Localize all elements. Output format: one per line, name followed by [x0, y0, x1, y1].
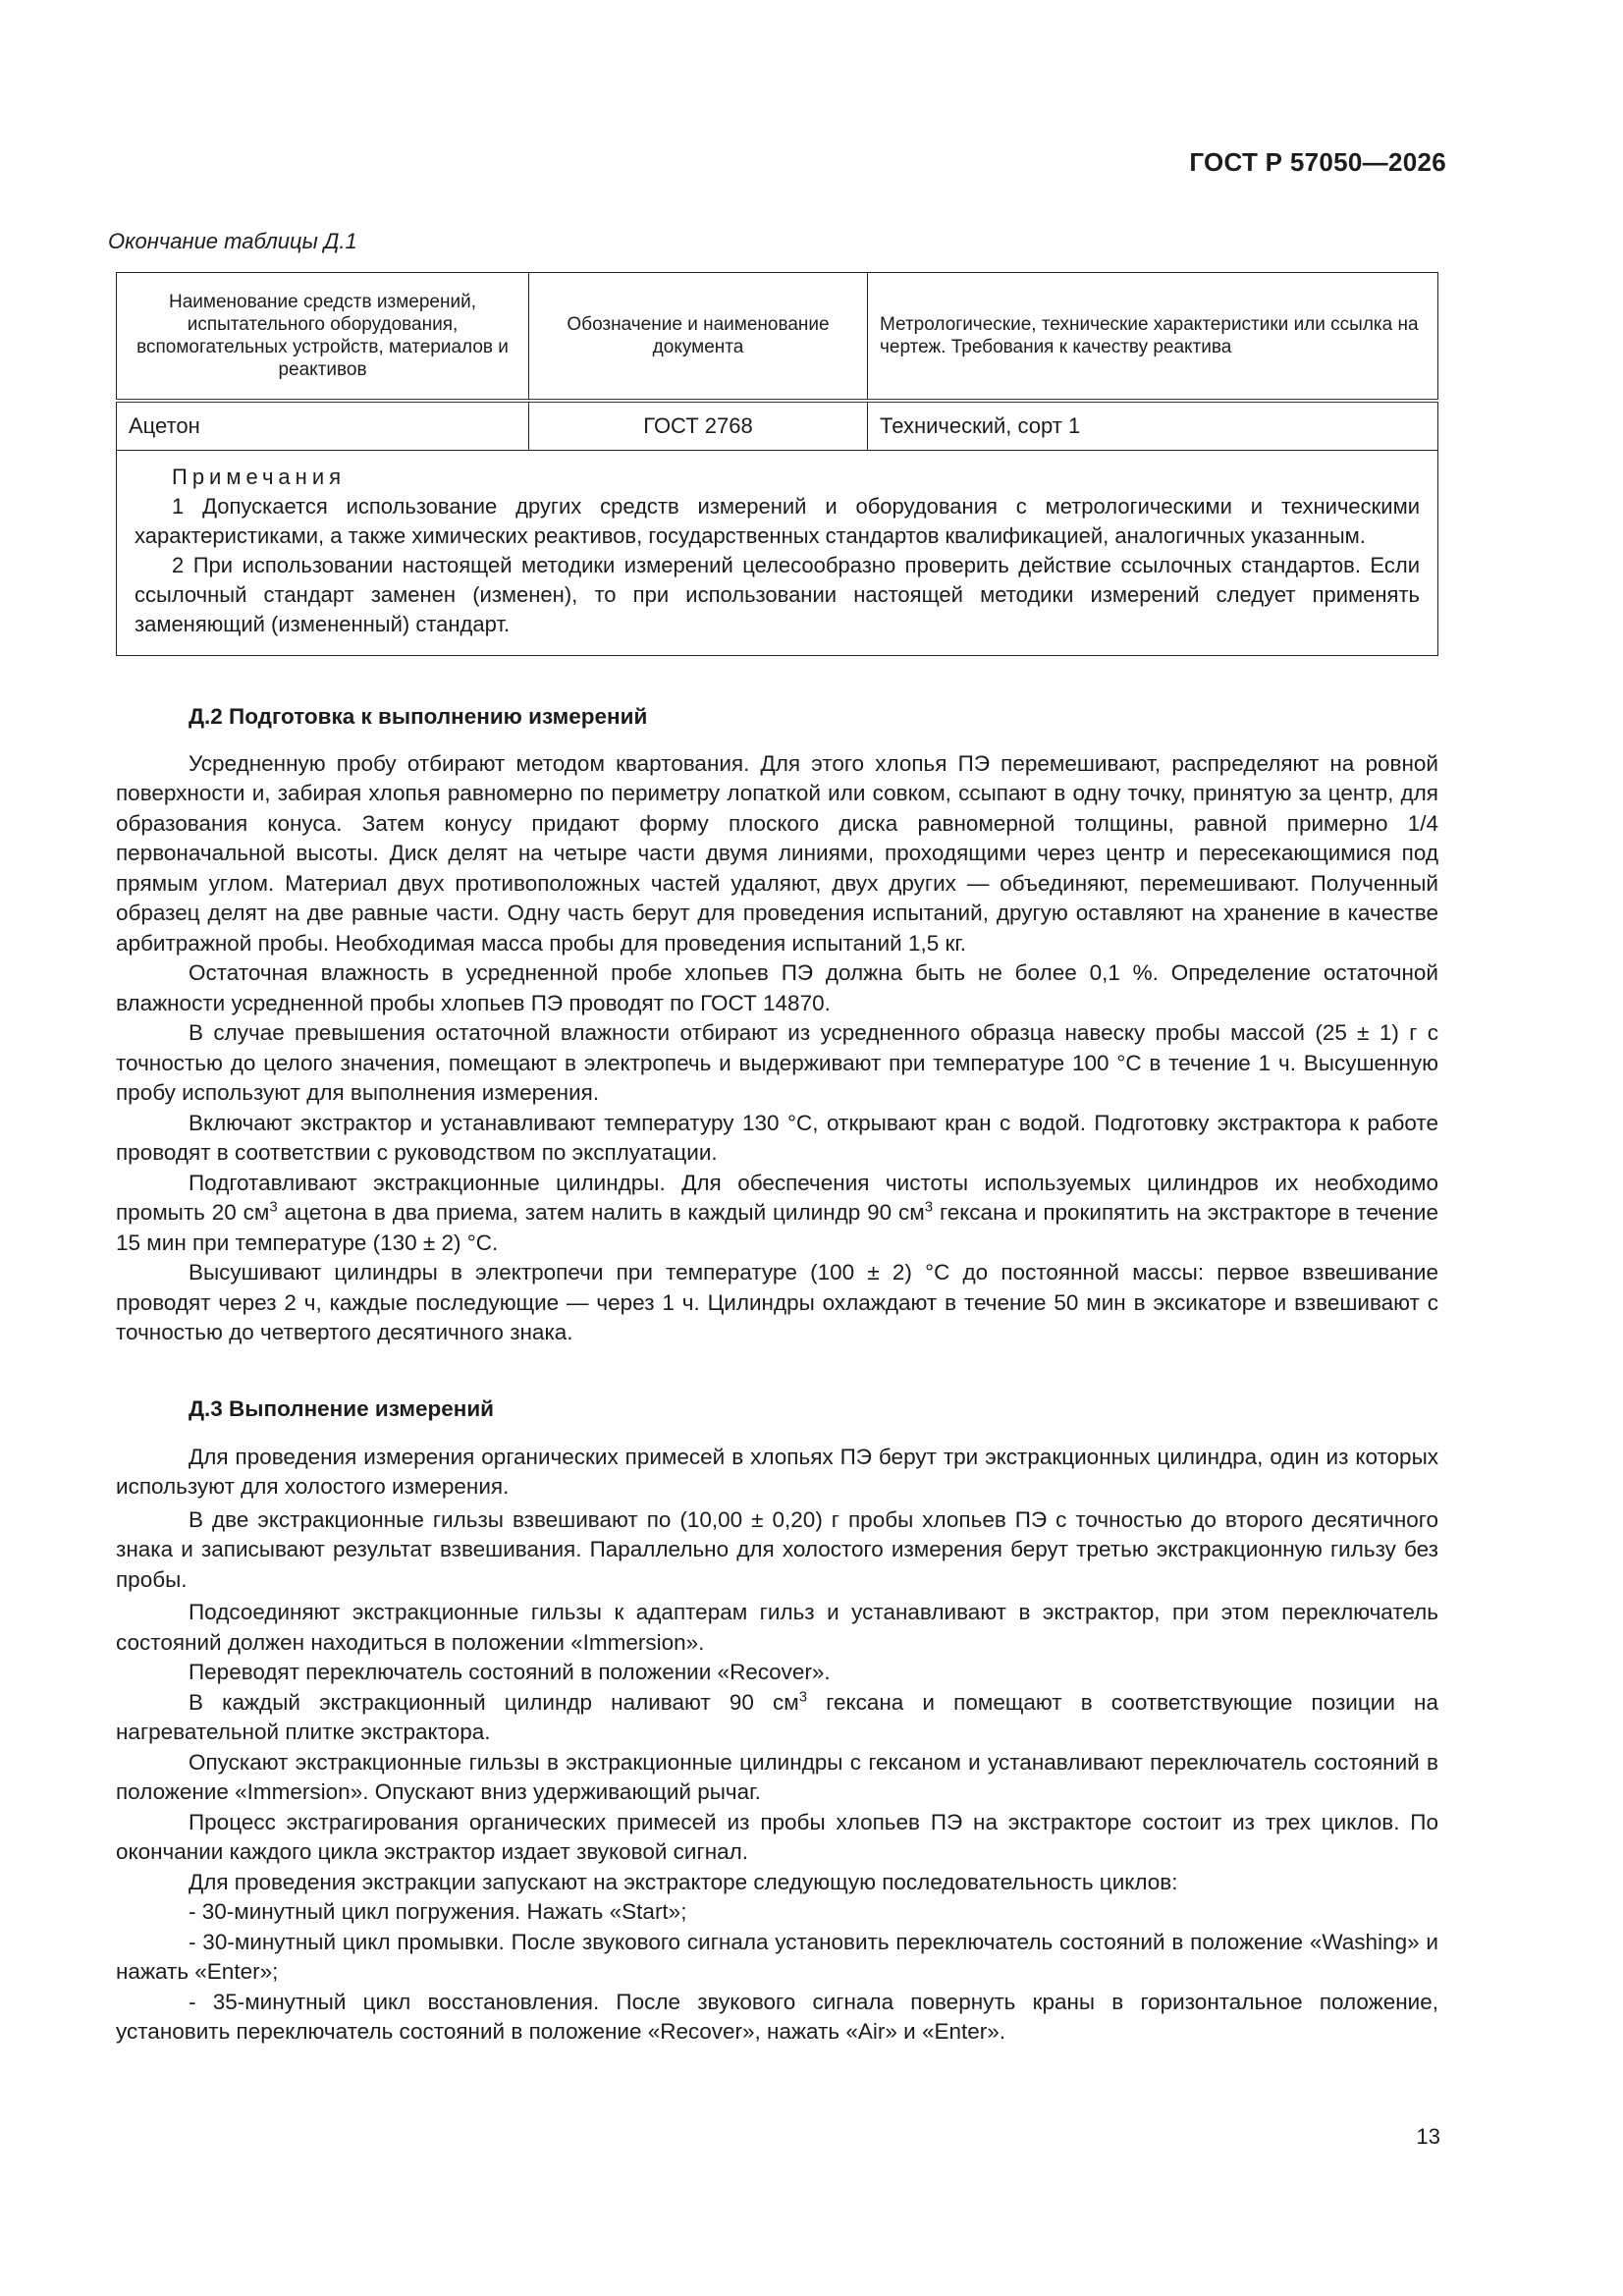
note-1: 1 Допускается использование других средств измерений и оборудования с метрологическими и техническими характеристиками, а также химических реактивов, государственных стандартов квалификацией, аналогичных указанным.: [135, 494, 1420, 548]
notes-title: Примечания: [172, 465, 347, 489]
superscript: 3: [269, 1198, 278, 1216]
section-d2: [116, 702, 1438, 1348]
document-header: ГОСТ Р 57050—2026: [1189, 147, 1446, 177]
page-number: 13: [1416, 2124, 1440, 2149]
paragraph: Переводят переключатель состояний в положении «Recover».: [189, 1660, 831, 1684]
section-heading-d2: Д.2 Подготовка к выполнению измерений: [189, 704, 648, 729]
paragraph: [116, 1169, 1438, 1259]
text-run: Подготавливают экстракционные цилиндры. Для обеспечения чистоты используемых цилиндров их необходимо промыть 20 см: [116, 1170, 1438, 1225]
table-notes-row: [117, 451, 1438, 656]
text-run: гексана и помещают в соответствующие позиции на нагревательной плитке экстрактора.: [116, 1689, 1438, 1744]
text-run: ацетона в два приема, затем налить в каждый цилиндр 90 см: [277, 1200, 925, 1225]
superscript: 3: [798, 1688, 808, 1705]
paragraph: Процесс экстрагирования органических примесей из пробы хлопьев ПЭ на экстракторе состоит из трех циклов. По окончании каждого цикла экстрактор издает звуковой сигнал.: [116, 1809, 1438, 1864]
paragraph: Для проведения экстракции запускают на экстракторе следующую последовательность циклов:: [189, 1869, 1178, 1894]
column-header-name: Наименование средств измерений, испытательного оборудования, вспомогательных устройств, материалов и реактивов: [117, 273, 529, 402]
paragraph: В две экстракционные гильзы взвешивают по (10,00 ± 0,20) г пробы хлопьев ПЭ с точностью до второго десятичного знака и записывают результат взвешивания. Параллельно для холостого измерения берут третью экстракционную гильзу без пробы.: [116, 1506, 1438, 1592]
paragraph: Остаточная влажность в усредненной пробе хлопьев ПЭ должна быть не более 0,1 %. Определение остаточной влажности усредненной пробы хлопьев ПЭ проводят по ГОСТ 14870.: [116, 960, 1438, 1015]
superscript: 3: [924, 1198, 934, 1216]
section-d3: [116, 1394, 1438, 2048]
table-notes: [117, 451, 1438, 656]
section-heading-d3: Д.3 Выполнение измерений: [189, 1396, 494, 1421]
paragraph: Усредненную пробу отбирают методом квартования. Для этого хлопья ПЭ перемешивают, распределяют на ровной поверхности и, забирая хлопья равномерно по периметру лопаткой или совком, ссыпают в одну точку, принятую за центр, для образования конуса. Затем конусу придают форму плоского диска равномерной толщины, равной примерно 1/4 первоначальной высоты. Диск делят на четыре части двумя линиями, проходящими через центр и пересекающимися под прямым углом. Материал двух противоположных частей удаляют, двух других — объединяют, перемешивают. Полученный образец делят на две равные части. Одну часть берут для проведения испытаний, другую оставляют на хранение в качестве арбитражной пробы. Необходимая масса пробы для проведения испытаний 1,5 кг.: [116, 750, 1438, 956]
paragraph: Высушивают цилиндры в электропечи при температуре (100 ± 2) °С до постоянной массы: первое взвешивание проводят через 2 ч, каждые последующие — через 1 ч. Цилиндры охлаждают в течение 50 мин в эксикаторе и взвешивают с точностью до четвертого десятичного знака.: [116, 1260, 1438, 1344]
text-run: гексана и прокипятить на экстракторе в течение 15 мин при температуре (130 ± 2) °С.: [116, 1200, 1438, 1255]
paragraph: Опускают экстракционные гильзы в экстракционные цилиндры с гексаном и устанавливают переключатель состояний в положение «Immersion». Опускают вниз удерживающий рычаг.: [116, 1749, 1438, 1804]
note-2: 2 При использовании настоящей методики измерений целесообразно проверить действие ссылочных стандартов. Если ссылочный стандарт заменен (изменен), то при использовании настоящей методики измерений следует применять заменяющий (измененный) стандарт.: [135, 553, 1420, 636]
table-cell-characteristics: Технический, сорт 1: [868, 401, 1438, 451]
table-row: [117, 401, 1438, 451]
list-item: - 30-минутный цикл промывки. После звукового сигнала установить переключатель состояний в положение «Washing» и нажать «Enter»;: [116, 1929, 1438, 1984]
list-item: - 30-минутный цикл погружения. Нажать «Start»;: [189, 1899, 687, 1924]
column-header-document: Обозначение и наименование документа: [529, 273, 868, 402]
equipment-table: [116, 272, 1438, 656]
paragraph: [116, 1688, 1438, 1748]
table-cell-name: Ацетон: [117, 401, 529, 451]
paragraph: Подсоединяют экстракционные гильзы к адаптерам гильз и устанавливают в экстрактор, при этом переключатель состояний должен находиться в положении «Immersion».: [116, 1600, 1438, 1655]
table-caption: Окончание таблицы Д.1: [108, 229, 357, 253]
text-run: В каждый экстракционный цилиндр наливают 90 см: [189, 1689, 799, 1715]
paragraph: В случае превышения остаточной влажности отбирают из усредненного образца навеску пробы массой (25 ± 1) г с точностью до целого значения, помещают в электропечь и выдерживают при температуре 100 °С в течение 1 ч. Высушенную пробу используют для выполнения измерения.: [116, 1020, 1438, 1105]
list-item: - 35-минутный цикл восстановления. После звукового сигнала повернуть краны в горизонтальное положение, установить переключатель состояний в положение «Recover», нажать «Air» и «Enter».: [116, 1989, 1438, 2044]
paragraph: Для проведения измерения органических примесей в хлопьях ПЭ берут три экстракционных цилиндра, один из которых используют для холостого измерения.: [116, 1444, 1438, 1499]
table-cell-document: ГОСТ 2768: [529, 401, 868, 451]
paragraph: Включают экстрактор и устанавливают температуру 130 °С, открывают кран с водой. Подготовку экстрактора к работе проводят в соответствии с руководством по эксплуатации.: [116, 1110, 1438, 1165]
column-header-characteristics: Метрологические, технические характеристики или ссылка на чертеж. Требования к качеству реактива: [868, 273, 1438, 402]
table-header-row: [117, 273, 1438, 402]
